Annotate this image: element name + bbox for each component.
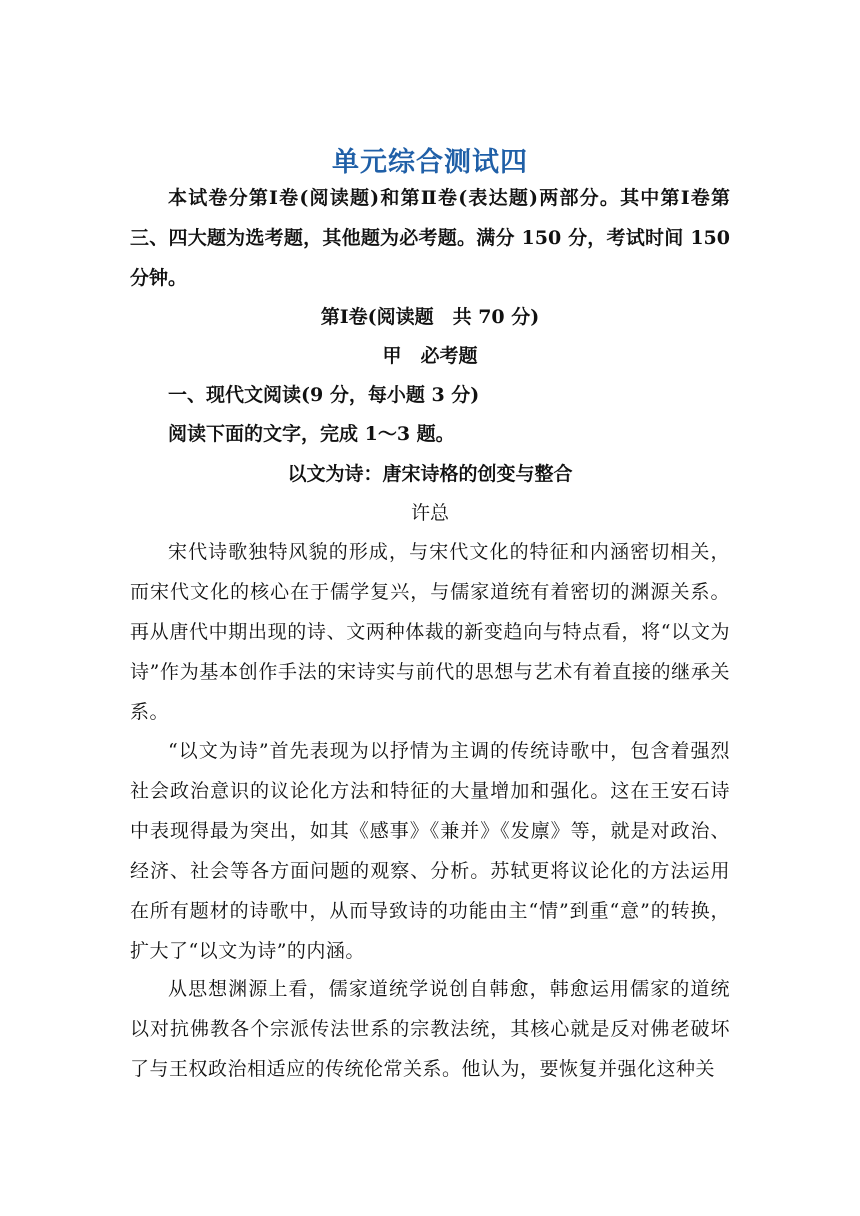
article-paragraph: 从思想渊源上看，儒家道统学说创自韩愈，韩愈运用儒家的道统以对抗佛教各个宗派传法世系的宗教法统，其核心就是反对佛老破坏了与王权政治相适应的传统伦常关系。他认为，要恢复并强化这种关 bbox=[130, 978, 730, 1080]
article-author: 许总 bbox=[410, 502, 449, 524]
section-heading: 甲 必考题 bbox=[382, 345, 478, 367]
page-title: 单元综合测试四 bbox=[332, 147, 528, 178]
article-paragraph: “以文为诗”首先表现为以抒情为主调的传统诗歌中，包含着强烈社会政治意识的议论化方法和特征的大量增加和强化。这在王安石诗中表现得最为突出，如其《感事》《兼并》《发廪》等，就是对政治、经济、社会等各方面问题的观察、分析。苏轼更将议论化的方法运用在所有题材的诗歌中，从而导致诗的功能由主“情”到重“意”的转换，扩大了“以文为诗”的内涵。 bbox=[130, 740, 730, 962]
intro-paragraph: 本试卷分第Ⅰ卷(阅读题)和第Ⅱ卷(表达题)两部分。其中第Ⅰ卷第三、四大题为选考题，其他题为必考题。满分 150 分，考试时间 150 分钟。 bbox=[130, 187, 730, 289]
article-title: 以文为诗：唐宋诗格的创变与整合 bbox=[287, 463, 573, 485]
question-heading: 一、现代文阅读(9 分，每小题 3 分) bbox=[168, 384, 480, 406]
reading-instruction: 阅读下面的文字，完成 1～3 题。 bbox=[168, 423, 455, 445]
part-heading: 第Ⅰ卷(阅读题 共 70 分) bbox=[320, 306, 540, 328]
article-paragraph: 宋代诗歌独特风貌的形成，与宋代文化的特征和内涵密切相关，而宋代文化的核心在于儒学复兴，与儒家道统有着密切的渊源关系。再从唐代中期出现的诗、文两种体裁的新变趋向与特点看，将“以文为诗”作为基本创作手法的宋诗实与前代的思想与艺术有着直接的继承关系。 bbox=[130, 541, 730, 723]
